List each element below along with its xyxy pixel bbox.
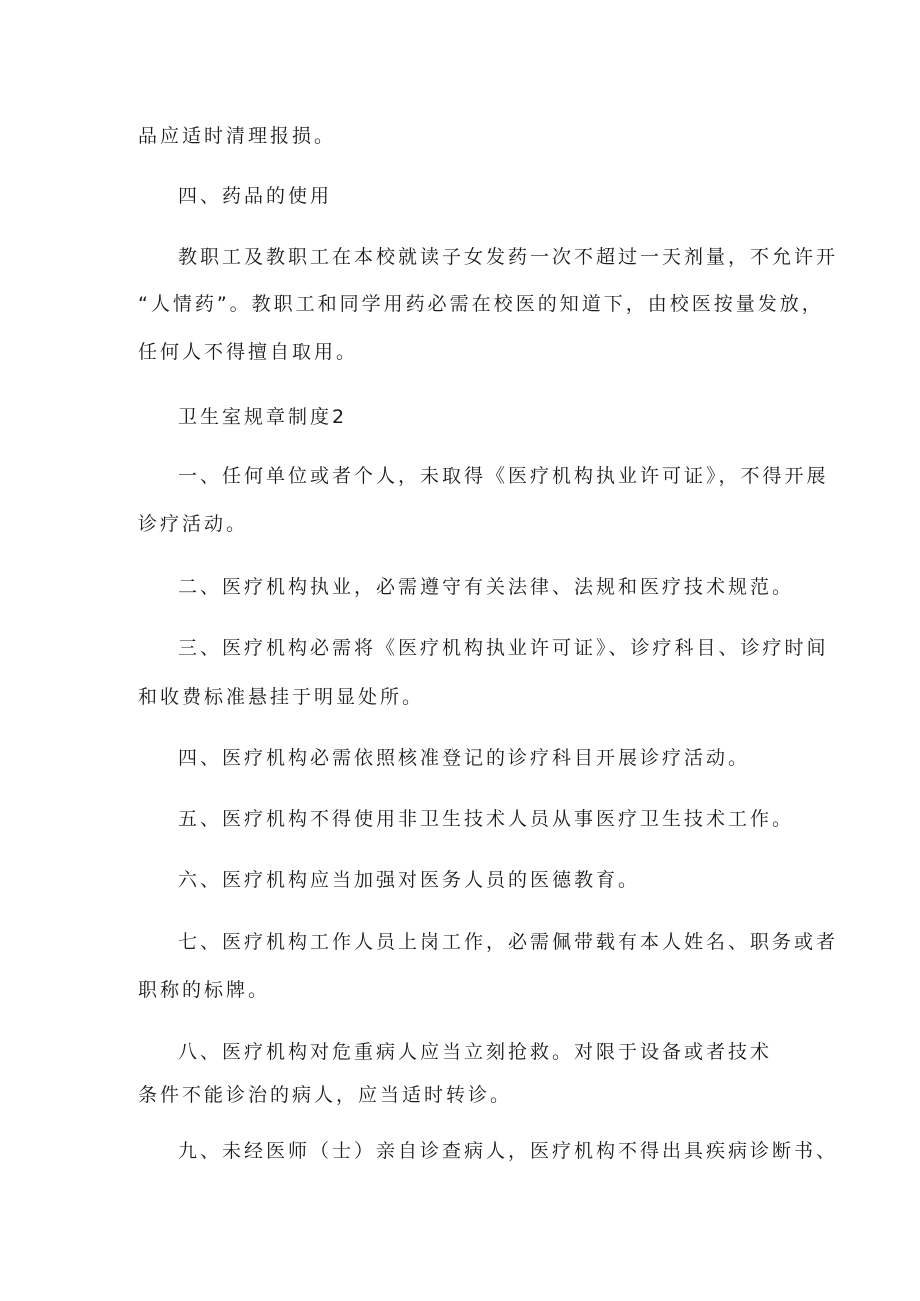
paragraph-line: 诊疗活动。 xyxy=(138,513,249,535)
paragraph-line: 八、医疗机构对危重病人应当立刻抢救。对限于设备或者技术 xyxy=(178,1041,773,1063)
paragraph-line: 一、任何单位或者个人，未取得《医疗机构执业许可证》，不得开展 xyxy=(178,465,829,487)
paragraph-line: “人情药”。教职工和同学用药必需在校医的知道下，由校医按量发放， xyxy=(138,293,824,315)
paragraph-line: 七、医疗机构工作人员上岗工作，必需佩带载有本人姓名、职务或者 xyxy=(178,931,839,953)
paragraph-line: 二、医疗机构执业，必需遵守有关法律、法规和医疗技术规范。 xyxy=(178,576,795,598)
paragraph-line: 品应适时清理报损。 xyxy=(138,125,337,147)
document-title: 卫生室规章制度2 xyxy=(178,406,348,428)
paragraph-line: 和收费标准悬挂于明显处所。 xyxy=(138,686,425,708)
paragraph-line: 条件不能诊治的病人，应当适时转诊。 xyxy=(138,1084,513,1106)
paragraph-line: 六、医疗机构应当加强对医务人员的医德教育。 xyxy=(178,869,641,891)
paragraph-line: 任何人不得擅自取用。 xyxy=(138,341,359,363)
section-heading: 四、药品的使用 xyxy=(178,185,333,207)
paragraph-line: 职称的标牌。 xyxy=(138,979,271,1001)
paragraph-line: 教职工及教职工在本校就读子女发药一次不超过一天剂量，不允许开 xyxy=(178,246,839,268)
paragraph-line: 三、医疗机构必需将《医疗机构执业许可证》、诊疗科目、诊疗时间 xyxy=(178,637,829,659)
paragraph-line: 五、医疗机构不得使用非卫生技术人员从事医疗卫生技术工作。 xyxy=(178,808,795,830)
paragraph-line: 四、医疗机构必需依照核准登记的诊疗科目开展诊疗活动。 xyxy=(178,747,751,769)
paragraph-line: 九、未经医师（士）亲自诊查病人，医疗机构不得出具疾病诊断书、 xyxy=(178,1140,839,1162)
